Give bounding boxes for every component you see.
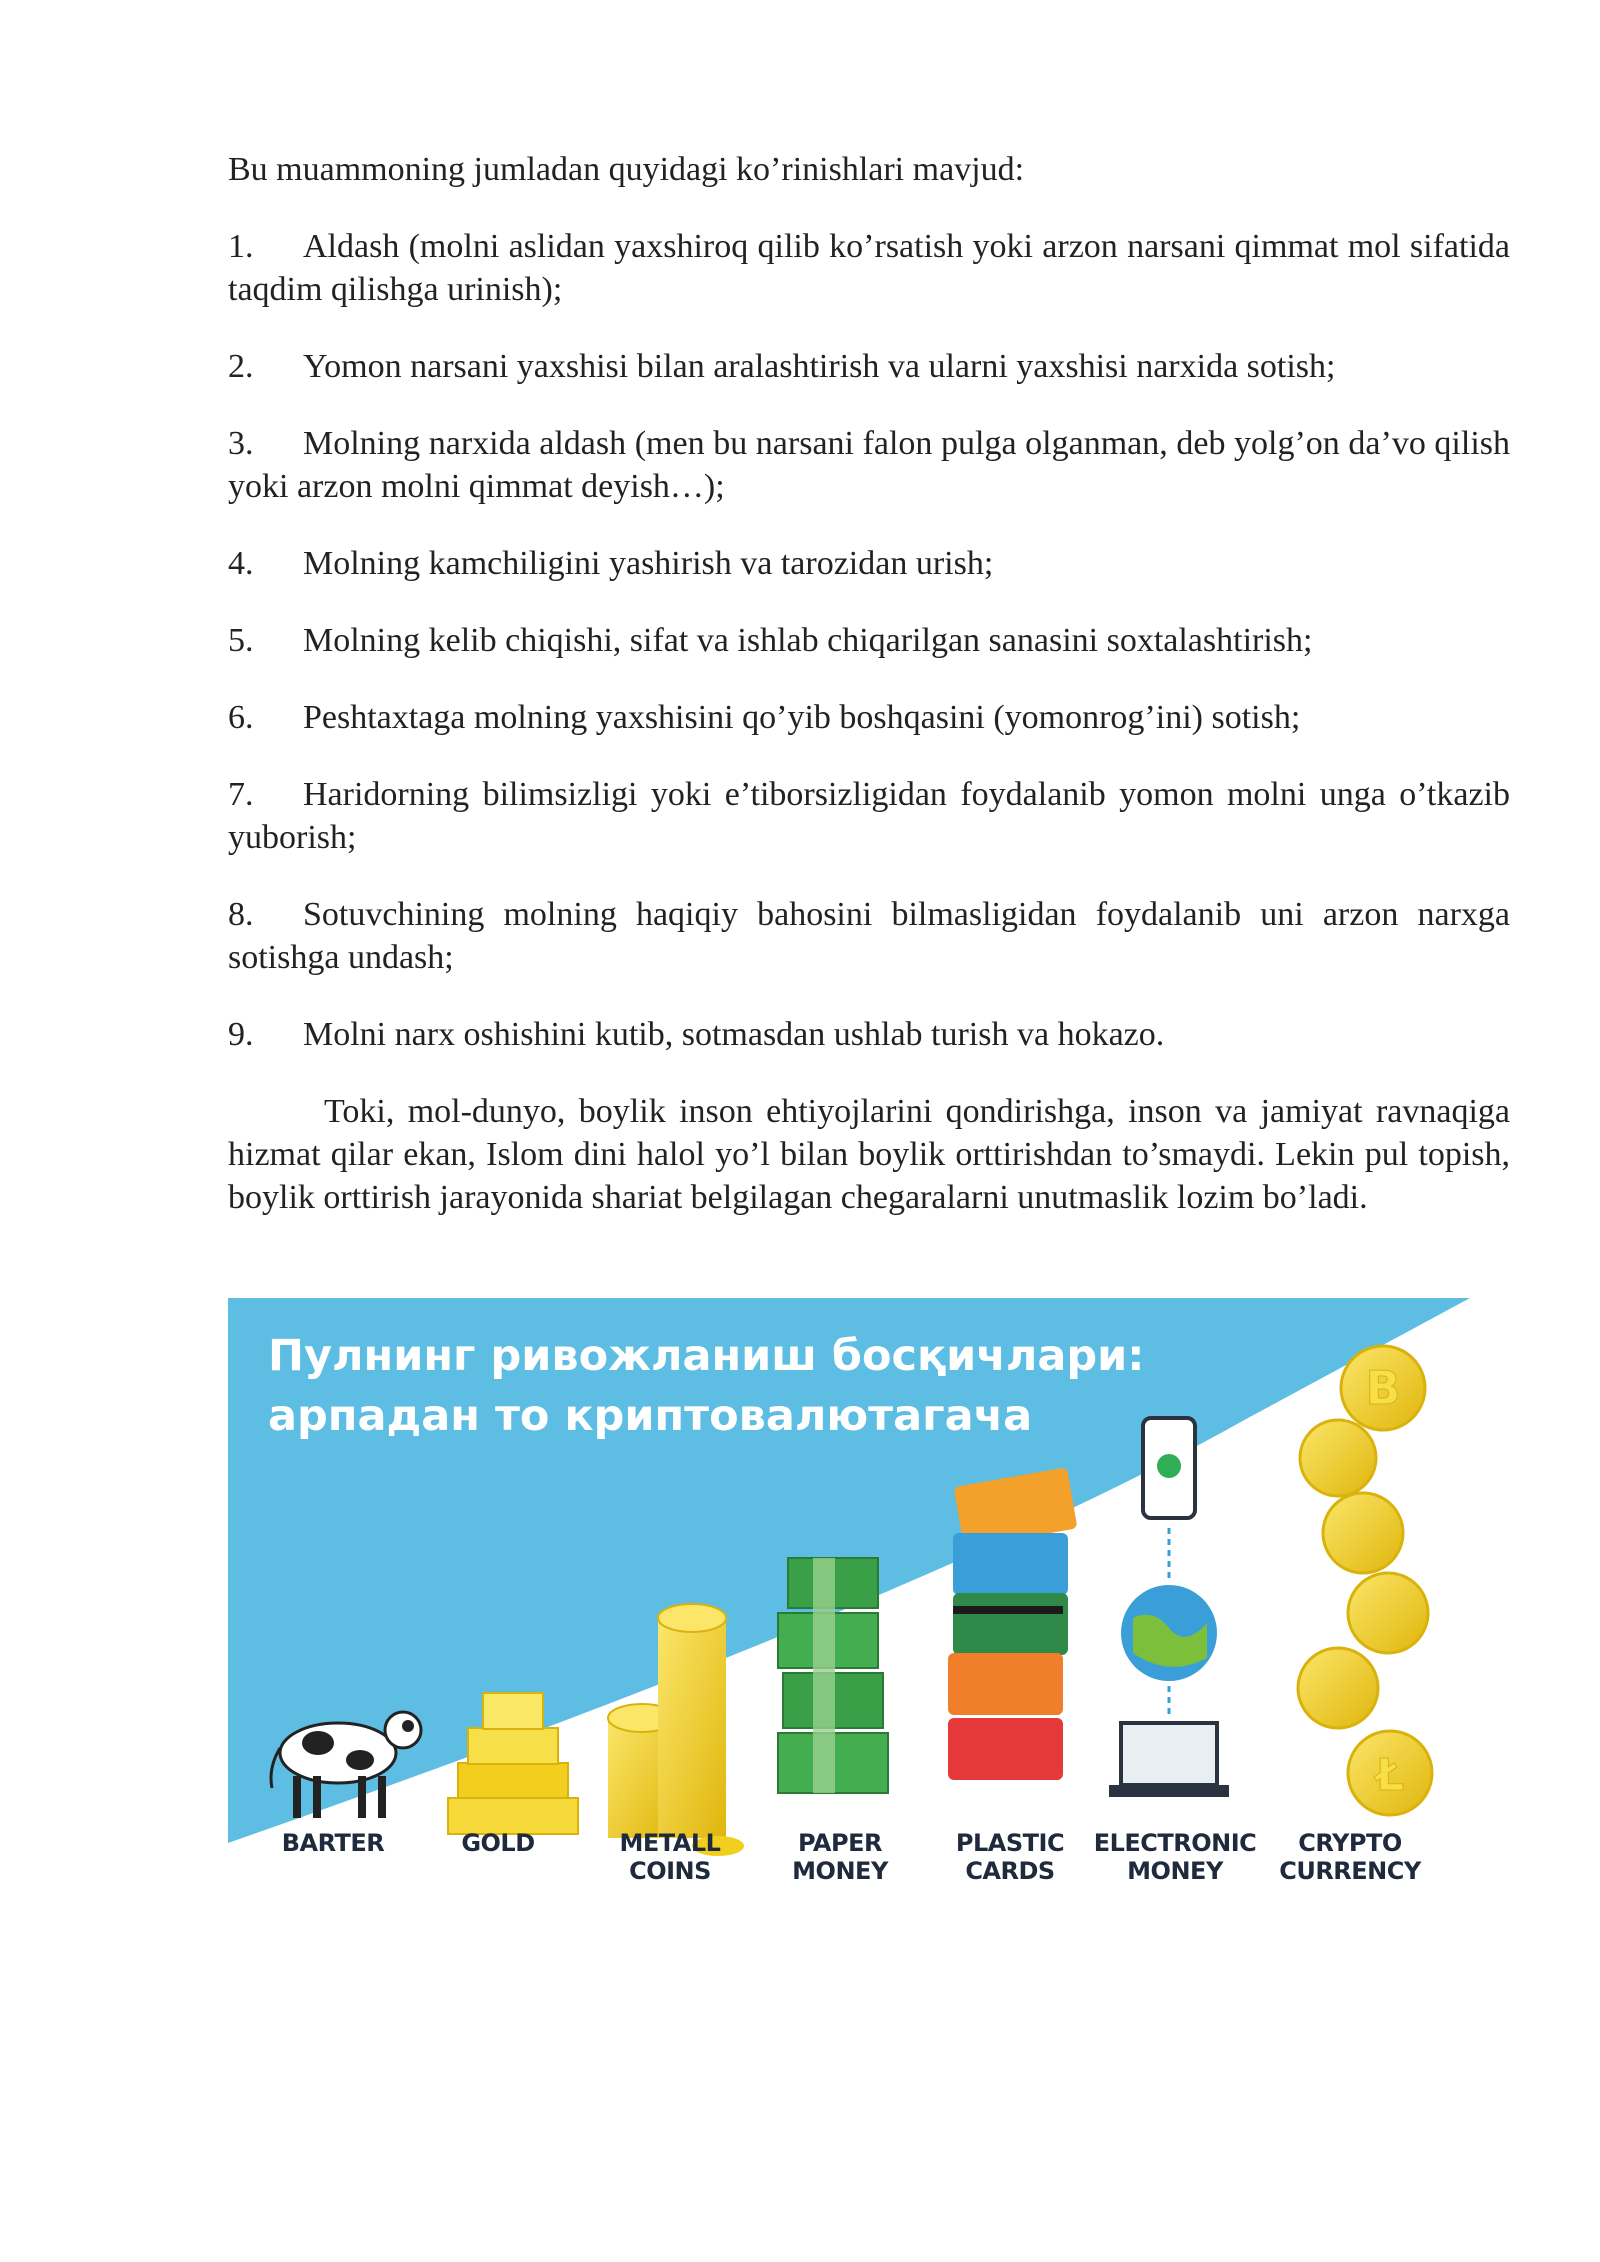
list-number: 3. (228, 425, 254, 462)
stage-label-money: MONEY (1127, 1857, 1223, 1885)
list-text: Sotuvchining molning haqiqiy bahosini bilmasligidan foydalanib uni arzon narxga sotishga undash; (228, 896, 1510, 976)
infographic-title-line1: Пулнинг ривожланиш босқичлари: (268, 1331, 1145, 1381)
stage-label-barter: BARTER (281, 1829, 385, 1857)
stage-label-crypto: CRYPTO (1298, 1829, 1402, 1857)
stage-label-electronic: ELECTRONIC (1093, 1829, 1257, 1857)
stage-label-gold: GOLD (461, 1829, 535, 1857)
list-item-1 (228, 225, 1510, 311)
list-number: 5. (228, 622, 254, 659)
stage-label-coins: COINS (629, 1857, 711, 1885)
list-text: Yomon narsani yaxshisi bilan aralashtirish va ularni yaxshisi narxida sotish; (303, 348, 1336, 385)
list-item-8 (228, 893, 1510, 979)
list-text: Peshtaxtaga molning yaxshisini qo’yib boshqasini (yomonrog’ini) sotish; (303, 699, 1301, 736)
list-number: 1. (228, 228, 254, 265)
crypto-coins-icon (1298, 1346, 1432, 1815)
list-text: Molni narx oshishini kutib, sotmasdan ushlab turish va hokazo. (303, 1016, 1165, 1053)
list-item-3 (228, 422, 1510, 508)
closing-paragraph: Toki, mol-dunyo, boylik inson ehtiyojlarini qondirishga, inson va jamiyat ravnaqiga hizmat qilar ekan, Islom dini halol yo’l bilan boylik orttirishdan to’smaydi. Lekin pul topish, boylik orttirish jarayonida shariat belgilagan chegaralarni unutmaslik lozim bo’ladi. (228, 1093, 1510, 1216)
list-item-7 (228, 773, 1510, 859)
list-number: 6. (228, 699, 254, 736)
list-text: Haridorning bilimsizligi yoki e’tiborsizligidan foydalanib yomon molni unga o’tkazib yuborish; (228, 776, 1510, 856)
svg-text:B: B (1365, 1361, 1401, 1415)
list-number: 4. (228, 545, 254, 582)
list-text: Aldash (molni aslidan yaxshiroq qilib ko’rsatish yoki arzon narsani qimmat mol sifatida taqdim qilishga urinish); (228, 228, 1510, 308)
intro-paragraph: Bu muammoning jumladan quyidagi ko’rinishlari mavjud: (228, 151, 1025, 188)
list-text: Molning narxida aldash (men bu narsani falon pulga olganman, deb yolg’on da’vo qilish yoki arzon molni qimmat deyish…); (228, 425, 1510, 505)
list-number: 8. (228, 896, 254, 933)
list-text: Molning kamchiligini yashirish va tarozidan urish; (303, 545, 994, 582)
stage-label-metall: METALL (619, 1829, 721, 1857)
money-evolution-infographic (228, 1298, 1486, 1888)
list-item-2 (228, 345, 1510, 388)
list-number: 7. (228, 776, 254, 813)
stage-label-money: MONEY (792, 1857, 888, 1885)
list-number: 9. (228, 1016, 254, 1053)
list-text: Molning kelib chiqishi, sifat va ishlab chiqarilgan sanasini soxtalashtirish; (303, 622, 1313, 659)
stage-label-plastic: PLASTIC (955, 1829, 1065, 1857)
cards-icon (948, 1467, 1078, 1780)
list-item-9 (228, 1013, 1510, 1056)
stage-captions (282, 1829, 1422, 1885)
infographic-svg (228, 1298, 1486, 1888)
body-text (228, 148, 1510, 1219)
svg-text:Ł: Ł (1375, 1750, 1405, 1801)
list-item-5 (228, 619, 1510, 662)
stage-label-paper: PAPER (798, 1829, 882, 1857)
list-item-4 (228, 542, 1510, 585)
banknotes-icon (778, 1558, 888, 1793)
stage-label-currency: CURRENCY (1279, 1857, 1421, 1885)
stage-label-cards: CARDS (965, 1857, 1055, 1885)
list-number: 2. (228, 348, 254, 385)
list-item-6 (228, 696, 1510, 739)
infographic-title-line2: арпадан то криптовалютагача (268, 1391, 1033, 1441)
